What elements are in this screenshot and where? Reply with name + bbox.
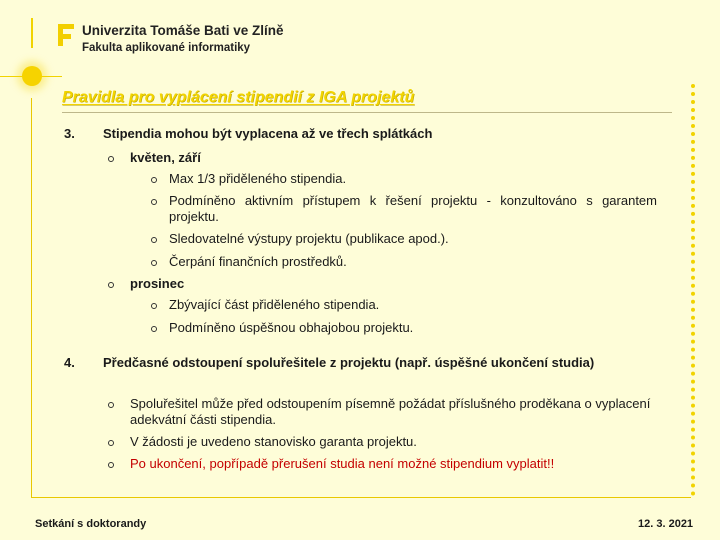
bullet-icon: [151, 237, 157, 243]
list-item-text: Čerpání finančních prostředků.: [169, 254, 347, 269]
bullet-icon: [151, 177, 157, 183]
university-name: Univerzita Tomáše Bati ve Zlíně: [82, 23, 284, 38]
footer-event: Setkání s doktorandy: [35, 518, 147, 530]
section-number: 4.: [64, 355, 75, 370]
list-item-text: Spoluřešitel může před odstoupením písemně požádat příslušného proděkana o vyplacení adekvátní části stipendia.: [130, 396, 651, 427]
bullet-icon: [151, 326, 157, 332]
bullet-icon: [151, 303, 157, 309]
section-heading: Stipendia mohou být vyplacena až ve třech splátkách: [103, 126, 433, 141]
bullet-icon: [151, 260, 157, 266]
bullet-icon: [108, 282, 114, 288]
bullet-icon: [108, 402, 114, 408]
warning-text: Po ukončení, popřípadě přerušení studia není možné stipendium vyplatit!!: [130, 456, 555, 471]
list-item-text: V žádosti je uvedeno stanovisko garanta projektu.: [130, 434, 417, 449]
faculty-name: Fakulta aplikované informatiky: [82, 42, 251, 54]
slide-title: Pravidla pro vyplácení stipendií z IGA projektů: [62, 89, 415, 106]
bullet-icon: [108, 440, 114, 446]
section-heading: Předčasné odstoupení spoluřešitele z projektu (např. úspěšné ukončení studia): [103, 355, 595, 370]
bullet-icon: [108, 156, 114, 162]
group-label: prosinec: [130, 276, 185, 291]
list-item-text: Podmíněno úspěšnou obhajobou projektu.: [169, 320, 414, 335]
section-number: 3.: [64, 126, 75, 141]
list-item-text: Zbývající část přiděleného stipendia.: [169, 297, 380, 312]
list-item-text: Podmíněno aktivním přístupem k řešení projektu - konzultováno s garantem projektu.: [169, 193, 657, 224]
list-item-text: Sledovatelné výstupy projektu (publikace apod.).: [169, 231, 449, 246]
list-item-text: Max 1/3 přiděleného stipendia.: [169, 171, 347, 186]
group-label: květen, září: [130, 150, 201, 165]
footer-date: 12. 3. 2021: [638, 518, 694, 530]
bullet-icon: [151, 199, 157, 205]
bullet-icon: [108, 462, 114, 468]
